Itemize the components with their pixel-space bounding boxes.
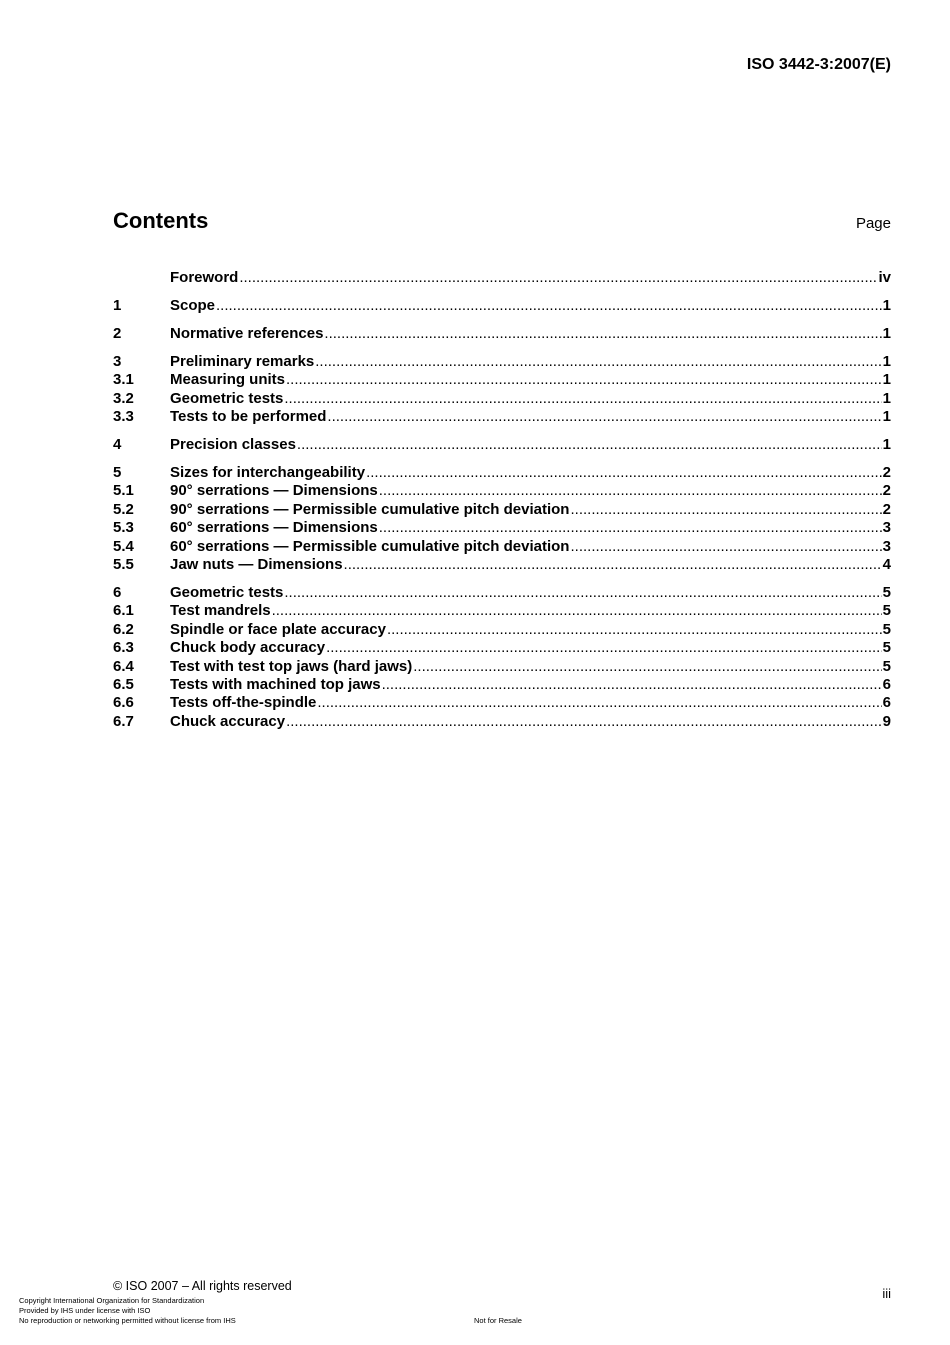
dot-leader: [344, 556, 882, 574]
toc-entry[interactable]: [113, 639, 891, 657]
toc-entry-page[interactable]: 1: [882, 296, 891, 314]
toc-entry-number: 6.1: [113, 602, 134, 620]
toc-entry-page[interactable]: 3: [882, 537, 891, 555]
dot-leader: [239, 269, 877, 287]
toc-entry-page[interactable]: 2: [882, 500, 891, 518]
toc-entry-number: 6.4: [113, 657, 134, 675]
dot-leader: [327, 408, 881, 426]
toc-entry-title[interactable]: 60° serrations — Permissible cumulative pitch deviation: [170, 537, 570, 555]
dot-leader: [379, 482, 882, 500]
toc-entry-title[interactable]: Measuring units: [170, 371, 286, 389]
license-line: No reproduction or networking permitted without license from IHS: [19, 1316, 236, 1325]
toc-entry-number: 5: [113, 464, 122, 482]
toc-entry[interactable]: [113, 464, 891, 482]
toc-entry-title[interactable]: Normative references: [170, 324, 324, 342]
toc-entry-number: 5.1: [113, 482, 134, 500]
dot-leader: [286, 713, 882, 731]
toc-entry-number: 5.3: [113, 519, 134, 537]
dot-leader: [570, 501, 881, 519]
toc-entry[interactable]: [113, 584, 891, 602]
toc-entry[interactable]: [113, 602, 891, 620]
toc-entry-page[interactable]: 1: [882, 352, 891, 370]
toc-entry[interactable]: [113, 538, 891, 556]
toc-entry-title[interactable]: Foreword: [170, 269, 239, 286]
toc-entry-page[interactable]: 2: [882, 482, 891, 500]
dot-leader: [286, 371, 882, 389]
toc-entry-title[interactable]: 90° serrations — Dimensions: [170, 482, 378, 500]
toc-entry[interactable]: [113, 621, 891, 639]
license-line: Copyright International Organization for Standardization: [19, 1296, 205, 1305]
toc-entry-number: 3.3: [113, 408, 134, 426]
table-of-contents: [113, 269, 891, 731]
toc-entry-title[interactable]: Tests to be performed: [170, 408, 327, 426]
toc-entry-number: 5.4: [113, 537, 134, 555]
toc-entry[interactable]: [113, 658, 891, 676]
toc-entry-number: 6.7: [113, 712, 134, 730]
page-title: Contents: [113, 208, 209, 233]
toc-entry[interactable]: [113, 482, 891, 500]
toc-entry-page[interactable]: 1: [882, 436, 891, 454]
toc-entry-page[interactable]: 4: [882, 556, 891, 574]
dot-leader: [379, 519, 882, 537]
toc-entry-title[interactable]: Geometric tests: [170, 389, 284, 407]
toc-entry-title[interactable]: Chuck body accuracy: [170, 639, 326, 657]
toc-entry-page[interactable]: 5: [882, 620, 891, 638]
dot-leader: [326, 639, 882, 657]
toc-entry-title[interactable]: Geometric tests: [170, 584, 284, 602]
toc-entry-title[interactable]: Tests with machined top jaws: [170, 675, 381, 693]
toc-entry-number: 5.5: [113, 556, 134, 574]
toc-entry-number: 5.2: [113, 500, 134, 518]
toc-entry[interactable]: [113, 501, 891, 519]
toc-entry[interactable]: [113, 436, 891, 454]
toc-entry-title[interactable]: Preliminary remarks: [170, 352, 315, 370]
toc-entry-page[interactable]: 5: [882, 584, 891, 602]
copyright-notice: © ISO 2007 – All rights reserved: [113, 1279, 292, 1293]
document-id: ISO 3442-3:2007(E): [746, 56, 891, 73]
toc-entry-title[interactable]: Test with test top jaws (hard jaws): [170, 657, 413, 675]
toc-entry[interactable]: [113, 371, 891, 389]
toc-entry-page[interactable]: 5: [882, 639, 891, 657]
toc-entry-number: 6.3: [113, 639, 134, 657]
toc-entry-page[interactable]: 9: [882, 712, 891, 730]
toc-entry-page[interactable]: 3: [882, 519, 891, 537]
toc-entry-title[interactable]: Precision classes: [170, 436, 296, 454]
toc-entry-number: 1: [113, 296, 122, 314]
dot-leader: [570, 538, 881, 556]
toc-entry-page[interactable]: 5: [882, 657, 891, 675]
toc-entry-number: 3: [113, 352, 122, 370]
toc-entry-page[interactable]: 5: [882, 602, 891, 620]
toc-entry-number: 3.2: [113, 389, 134, 407]
toc-entry-number: 6.2: [113, 620, 134, 638]
toc-entry[interactable]: [113, 676, 891, 694]
toc-entry[interactable]: [113, 713, 891, 731]
toc-entry[interactable]: [113, 269, 891, 287]
toc-entry-page[interactable]: 1: [882, 408, 891, 426]
toc-entry-page[interactable]: 1: [882, 371, 891, 389]
page-number: iii: [882, 1286, 891, 1301]
toc-entry-title[interactable]: Sizes for interchangeability: [170, 464, 366, 482]
dot-leader: [366, 464, 882, 482]
page-column-label: Page: [855, 215, 891, 232]
dot-leader: [317, 694, 881, 712]
toc-entry-title[interactable]: Chuck accuracy: [170, 712, 286, 730]
dot-leader: [413, 658, 881, 676]
toc-entry-number: 6.6: [113, 694, 134, 712]
toc-entry[interactable]: [113, 390, 891, 408]
toc-entry-title[interactable]: 90° serrations — Permissible cumulative pitch deviation: [170, 500, 570, 518]
toc-entry[interactable]: [113, 556, 891, 574]
toc-entry-title[interactable]: Test mandrels: [170, 602, 271, 620]
toc-entry-page[interactable]: 2: [882, 464, 891, 482]
toc-entry-number: 4: [113, 436, 122, 454]
toc-entry[interactable]: [113, 353, 891, 371]
toc-entry-page[interactable]: 6: [882, 675, 891, 693]
not-for-resale-notice: Not for Resale: [474, 1316, 522, 1325]
toc-entry-page[interactable]: 6: [882, 694, 891, 712]
dot-leader: [284, 584, 881, 602]
toc-entry-page[interactable]: iv: [878, 269, 891, 286]
dot-leader: [272, 602, 882, 620]
license-line: Provided by IHS under license with ISO: [19, 1306, 151, 1315]
dot-leader: [387, 621, 882, 639]
toc-entry-title[interactable]: Spindle or face plate accuracy: [170, 620, 386, 638]
toc-entry[interactable]: [113, 519, 891, 537]
toc-entry-number: 6: [113, 584, 122, 602]
toc-entry[interactable]: [113, 694, 891, 712]
toc-entry-number: 2: [113, 324, 122, 342]
toc-entry[interactable]: [113, 297, 891, 315]
toc-entry-title[interactable]: Tests off-the-spindle: [170, 694, 317, 712]
dot-leader: [382, 676, 882, 694]
dot-leader: [216, 297, 882, 315]
dot-leader: [297, 436, 882, 454]
toc-entry[interactable]: [113, 408, 891, 426]
toc-entry-number: 6.5: [113, 675, 134, 693]
toc-entry-title[interactable]: 60° serrations — Dimensions: [170, 519, 378, 537]
toc-entry-number: 3.1: [113, 371, 134, 389]
dot-leader: [324, 325, 881, 343]
dot-leader: [315, 353, 881, 371]
toc-entry-page[interactable]: 1: [882, 324, 891, 342]
toc-entry-title[interactable]: Scope: [170, 296, 216, 314]
dot-leader: [284, 390, 881, 408]
toc-entry[interactable]: [113, 325, 891, 343]
toc-entry-title[interactable]: Jaw nuts — Dimensions: [170, 556, 343, 574]
toc-entry-page[interactable]: 1: [882, 389, 891, 407]
